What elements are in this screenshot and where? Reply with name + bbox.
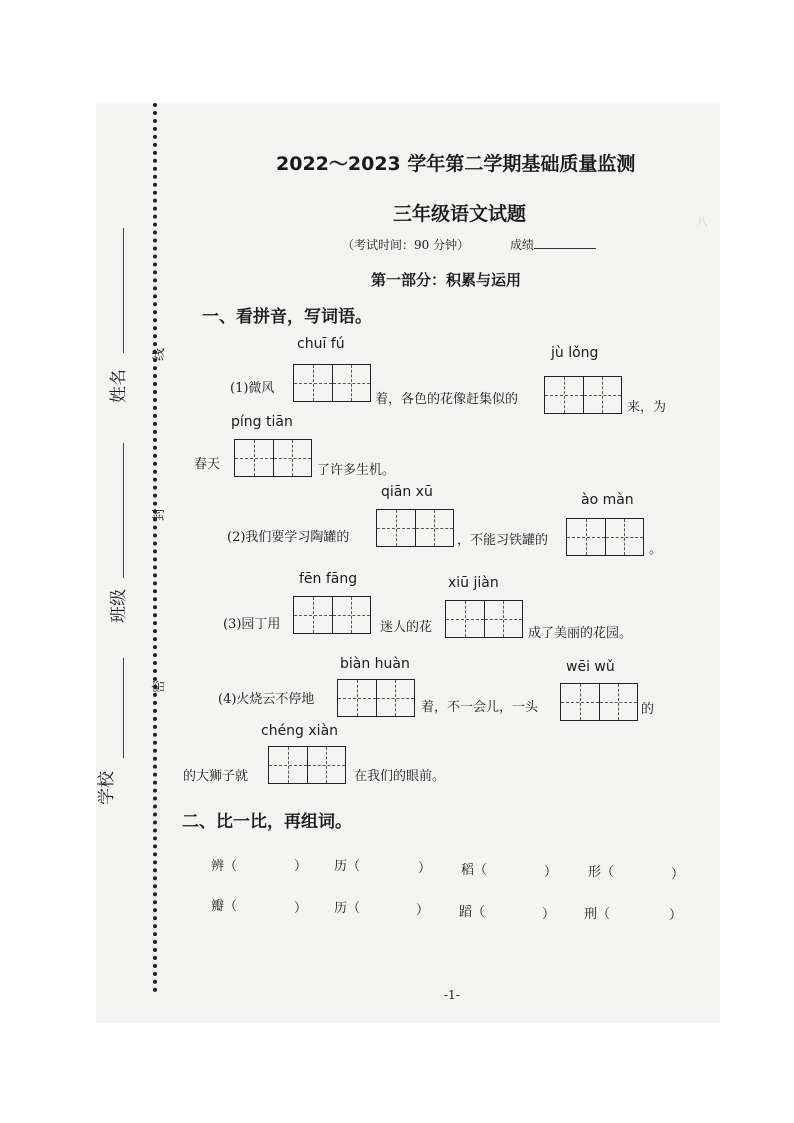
q3-pinyin-1: fēn fāng — [299, 571, 358, 587]
compare-row2-item1: 瓣（ — [211, 899, 238, 914]
q3-text-1 — [223, 613, 280, 632]
compare-row1-item4: 形（ — [588, 865, 615, 880]
score-blank[interactable] — [534, 237, 596, 249]
binding-dotted-line — [153, 103, 157, 993]
part-one-title: 第一部分：积累与运用 — [371, 271, 522, 289]
compare-row1-close4[interactable]: ） — [671, 867, 685, 882]
compare-row2-close4[interactable]: ） — [669, 908, 683, 923]
compare-row2-close1[interactable]: ） — [294, 901, 308, 916]
seal-mark-seal: 封 — [152, 507, 167, 521]
q1-pinyin-3: píng tiān — [231, 414, 293, 430]
q2-text-a: 我们要学习陶罐的 — [245, 530, 350, 545]
q4-text-b: 着，不一会儿，一头 — [421, 700, 539, 715]
q3-text-c: 成了美丽的花园。 — [528, 626, 633, 641]
q4-answer-box-2[interactable] — [560, 683, 638, 721]
q3-text-b: 迷人的花 — [380, 620, 433, 635]
compare-row1-close2[interactable]: ） — [418, 861, 432, 876]
score-field[interactable] — [510, 236, 596, 253]
school-label: 学校 — [97, 771, 117, 805]
class-label: 班级 — [109, 589, 129, 623]
q2-pinyin-1: qiān xū — [381, 484, 433, 500]
q1-text-1 — [230, 377, 274, 396]
name-label: 姓名 — [109, 369, 129, 403]
compare-row2-item2: 历（ — [334, 901, 361, 916]
compare-row1-item3: 稻（ — [461, 863, 488, 878]
compare-row1-close1[interactable]: ） — [294, 859, 308, 874]
q1-answer-box-1[interactable] — [293, 364, 371, 402]
q2-pinyin-2: ào màn — [581, 492, 634, 508]
q4-answer-box-1[interactable] — [337, 679, 415, 717]
q1-text-d: 春天 — [194, 457, 221, 472]
exam-subtitle: 三年级语文试题 — [393, 203, 527, 225]
q1-number: (1) — [230, 381, 249, 396]
q1-pinyin-1: chuī fú — [297, 336, 345, 352]
q1-text-e: 了许多生机。 — [317, 463, 396, 478]
q1-answer-box-2[interactable] — [544, 376, 622, 414]
q4-pinyin-1: biàn huàn — [340, 656, 410, 672]
q3-number: (3) — [223, 617, 242, 632]
q1-text-b: 着，各色的花像赶集似的 — [375, 392, 519, 407]
compare-row1-item1: 辨（ — [211, 859, 238, 874]
q4-number: (4) — [218, 692, 237, 707]
q3-answer-box-2[interactable] — [445, 600, 523, 638]
q1-pinyin-2: jù lǒng — [551, 345, 599, 361]
q4-text-c: 的 — [641, 702, 655, 717]
section-one-title: 一、看拼音，写词语。 — [202, 307, 372, 327]
q3-text-a: 园丁用 — [241, 617, 281, 632]
compare-row1-item2: 历（ — [334, 859, 361, 874]
name-blank — [123, 228, 124, 353]
q3-pinyin-2: xiū jiàn — [448, 575, 499, 591]
exam-time: （考试时间：90 分钟） — [342, 238, 470, 252]
q2-number: (2) — [227, 530, 246, 545]
exam-title: 2022～2023 学年第二学期基础质量监测 — [276, 153, 636, 175]
seal-mark-line: 线 — [152, 347, 167, 361]
q4-text-a: 火烧云不停地 — [236, 692, 315, 707]
q2-text-b: ，不能习铁罐的 — [457, 533, 549, 548]
q4-text-1 — [218, 688, 314, 707]
section-two-title: 二、比一比，再组词。 — [182, 812, 352, 832]
q4-text-e: 在我们的眼前。 — [354, 769, 446, 784]
q4-pinyin-2: wēi wǔ — [566, 659, 615, 675]
q2-answer-box-1[interactable] — [376, 509, 454, 547]
school-blank — [123, 658, 124, 758]
score-label: 成绩 — [510, 238, 535, 252]
compare-row2-item3: 蹈（ — [459, 905, 486, 920]
seal-mark-secret: 密 — [152, 679, 167, 693]
bleed-through: 八 — [696, 215, 709, 229]
exam-paper — [96, 103, 720, 1023]
q1-answer-box-3[interactable] — [234, 439, 312, 477]
q2-answer-box-2[interactable] — [566, 518, 644, 556]
compare-row1-close3[interactable]: ） — [544, 865, 558, 880]
q1-text-a: 微风 — [248, 381, 275, 396]
compare-row2-close3[interactable]: ） — [542, 907, 556, 922]
compare-row2-item4: 刑（ — [584, 907, 611, 922]
q2-text-c: 。 — [649, 542, 663, 557]
q4-answer-box-3[interactable] — [268, 746, 346, 784]
page-number: -1- — [444, 988, 460, 1002]
q1-text-c: 来，为 — [627, 400, 667, 415]
q2-text-1 — [227, 526, 349, 545]
class-blank — [123, 443, 124, 578]
compare-row2-close2[interactable]: ） — [416, 903, 430, 918]
q3-answer-box-1[interactable] — [293, 596, 371, 634]
q4-pinyin-3: chéng xiàn — [261, 723, 339, 739]
q4-text-d: 的大狮子就 — [183, 769, 249, 784]
